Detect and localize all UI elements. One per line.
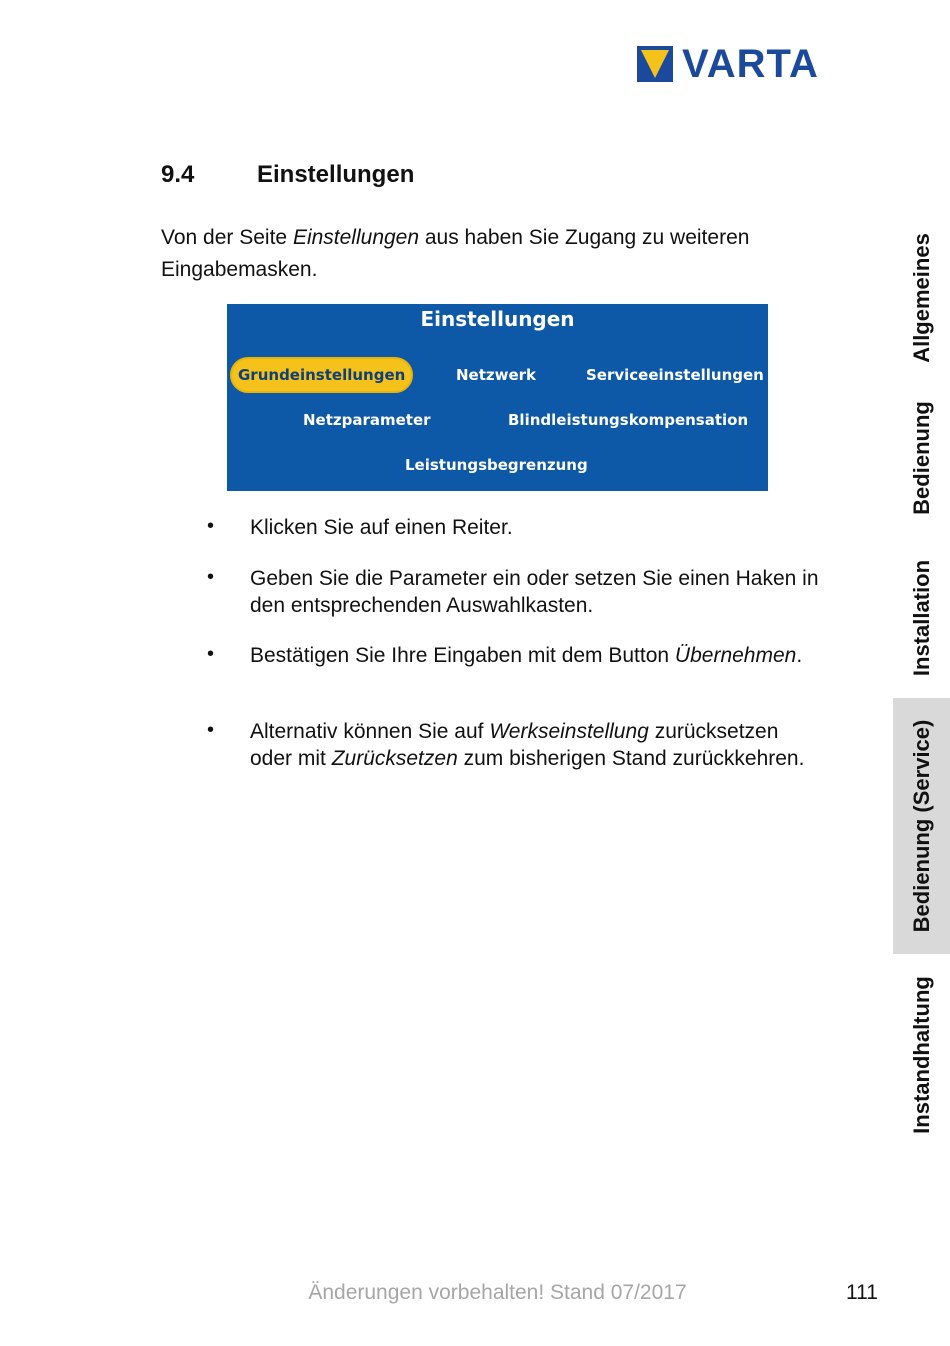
- section-number: 9.4: [161, 161, 195, 188]
- side-tab-label: Bedienung: [908, 400, 934, 515]
- side-tab-instandhaltung[interactable]: [893, 962, 950, 1147]
- side-tab-label: Instandhaltung: [908, 975, 934, 1134]
- list-item: [250, 565, 850, 619]
- side-tab-label: Installation: [908, 559, 934, 676]
- bullet-marker: •: [207, 566, 215, 588]
- intro-paragraph: [161, 222, 841, 286]
- item-text-middle: zurücksetzen oder mit: [250, 720, 779, 770]
- side-tab-allgemeines[interactable]: [893, 220, 950, 375]
- settings-panel-screenshot: [227, 304, 768, 491]
- side-tab-bedienung[interactable]: [893, 385, 950, 530]
- section-title: Einstellungen: [257, 161, 415, 188]
- tab-grundeinstellungen[interactable]: Grundeinstellungen: [230, 357, 413, 393]
- varta-logo: [637, 42, 842, 86]
- item-text-after: .: [796, 644, 803, 667]
- tab-netzwerk[interactable]: Netzwerk: [456, 366, 537, 384]
- list-item: [250, 718, 825, 772]
- list-item: [250, 642, 850, 669]
- panel-title: Einstellungen: [420, 307, 575, 331]
- bullet-marker: •: [207, 643, 215, 665]
- intro-italic: Einstellungen: [292, 226, 420, 249]
- logo-text: VARTA: [682, 42, 819, 86]
- side-tab-bedienung-service[interactable]: [893, 698, 950, 954]
- intro-before: Von der Seite: [161, 226, 293, 249]
- item-text-before: Bestätigen Sie Ihre Eingaben mit dem Button: [250, 644, 675, 667]
- item-text-italic: Werkseinstellung: [489, 720, 649, 743]
- tab-leistungsbegrenzung[interactable]: Leistungsbegrenzung: [405, 456, 588, 474]
- item-text-before: Alternativ können Sie auf: [250, 720, 490, 743]
- item-text: Klicken Sie auf einen Reiter.: [250, 516, 513, 539]
- bullet-marker: •: [207, 719, 215, 741]
- footer-notice: Änderungen vorbehalten! Stand 07/2017: [308, 1281, 687, 1304]
- list-item: [250, 514, 850, 541]
- side-tab-installation[interactable]: [893, 545, 950, 690]
- item-text-after: zum bisherigen Stand zurückkehren.: [457, 747, 805, 770]
- side-tab-label: Allgemeines: [908, 232, 934, 363]
- item-text-italic: Übernehmen: [674, 644, 797, 667]
- varta-logo-mark: [637, 46, 673, 82]
- intro-after: aus haben Sie Zugang zu weiteren Eingabemasken.: [161, 226, 750, 281]
- side-tab-label: Bedienung (Service): [908, 719, 934, 933]
- tab-netzparameter[interactable]: Netzparameter: [303, 411, 431, 429]
- bullet-marker: •: [207, 515, 215, 537]
- tab-blindleistungskompensation[interactable]: Blindleistungskompensation: [508, 411, 749, 429]
- item-text-italic-2: Zurücksetzen: [331, 747, 458, 770]
- page-number: 111: [846, 1281, 878, 1304]
- item-text: Geben Sie die Parameter ein oder setzen Sie einen Haken in den entsprechenden Auswahlkasten.: [250, 567, 819, 617]
- tab-serviceeinstellungen[interactable]: Serviceeinstellungen: [586, 366, 764, 384]
